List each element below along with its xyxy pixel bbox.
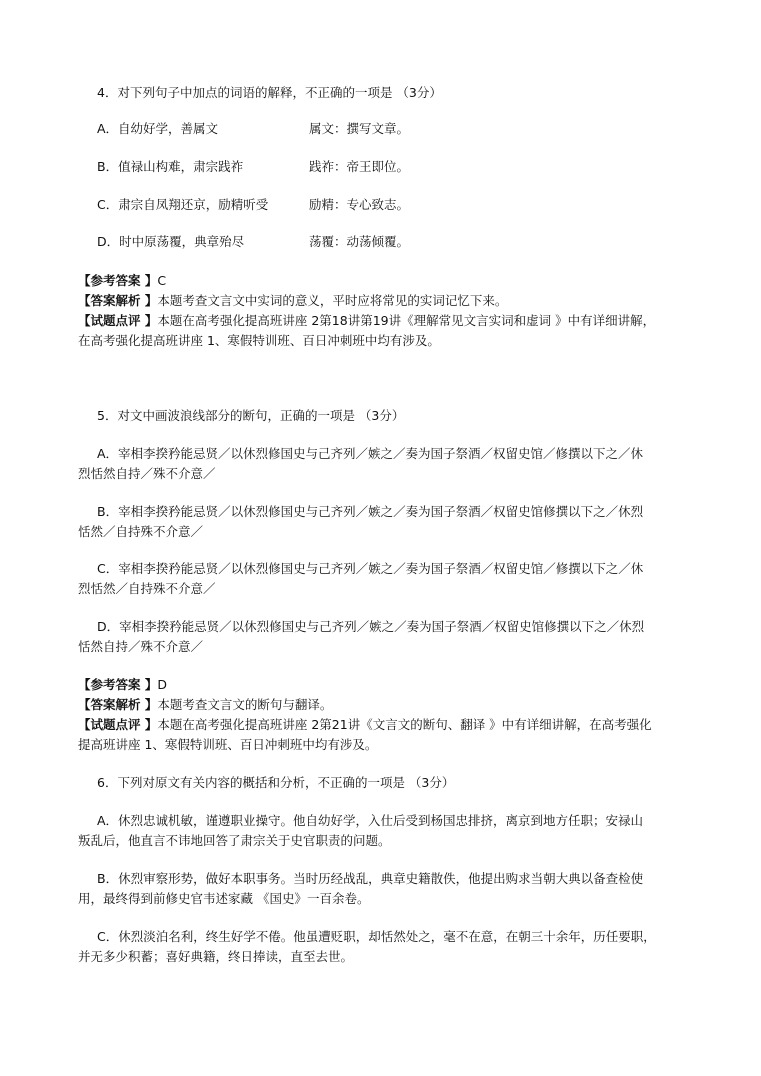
- q4-option-b-gloss: 践祚：帝王即位。: [309, 159, 410, 174]
- q4-analysis-label: 【答案解析 】: [78, 293, 158, 308]
- q5-option-d: D．宰相李揆矜能忌贤／以休烈修国史与己齐列／嫉之／奏为国子祭酒／权留史馆修撰以下之／休烈: [97, 619, 645, 634]
- q5-analysis-label: 【答案解析 】: [78, 697, 158, 712]
- q4-option-d-gloss: 荡覆：动荡倾覆。: [309, 234, 410, 249]
- q4-answer-value: C: [157, 273, 167, 288]
- q5-option-b-cont: 恬然／自持殊不介意／: [78, 524, 204, 539]
- q5-option-a-cont: 烈恬然自持／殊不介意／: [78, 466, 216, 481]
- q6-option-a-cont: 叛乱后，他直言不讳地回答了肃宗关于史官职责的问题。: [78, 833, 391, 848]
- q4-reference-answer: [78, 273, 166, 289]
- q5-option-c-cont: 烈恬然／自持殊不介意／: [78, 581, 216, 596]
- q5-analysis-text: 本题考查文言文的断句与翻译。: [157, 697, 333, 712]
- q4-analysis: [78, 293, 507, 309]
- q5-comment-line2: 提高班讲座 1、寒假特训班、百日冲刺班中均有涉及。: [78, 737, 378, 752]
- q5-stem: 5．对文中画波浪线部分的断句，正确的一项是 （3分）: [97, 408, 405, 423]
- q5-comment-text: 本题在高考强化提高班讲座 2第21讲《文言文的断句、翻译 》中有详细讲解，在高考强化: [157, 717, 652, 732]
- q6-option-c: C．休烈淡泊名利，终生好学不倦。他虽遭贬职，却恬然处之，毫不在意，在朝三十余年，历任要职，: [97, 929, 656, 944]
- q4-analysis-text: 本题考查文言文中实词的意义，平时应将常见的实词记忆下来。: [157, 293, 508, 308]
- q5-option-b: B．宰相李揆矜能忌贤／以休烈修国史与己齐列／嫉之／奏为国子祭酒／权留史馆修撰以下之／休烈: [97, 504, 644, 519]
- q4-comment-label: 【试题点评 】: [78, 313, 158, 328]
- q4-option-a: A．自幼好学，善属文: [97, 121, 219, 136]
- q5-reference-answer: [78, 677, 167, 693]
- q6-stem: 6．下列对原文有关内容的概括和分析，不正确的一项是 （3分）: [97, 775, 455, 790]
- q5-option-a: A．宰相李揆矜能忌贤／以休烈修国史与己齐列／嫉之／奏为国子祭酒／权留史馆／修撰以下之／休: [97, 446, 644, 461]
- q5-comment: [78, 717, 652, 733]
- q4-comment: [78, 313, 655, 329]
- q5-option-c: C．宰相李揆矜能忌贤／以休烈修国史与己齐列／嫉之／奏为国子祭酒／权留史馆／修撰以下之／休: [97, 561, 644, 576]
- q6-option-a: A．休烈忠诚机敏，谨遵职业操守。他自幼好学，入仕后受到杨国忠排挤，离京到地方任职；安禄山: [97, 813, 644, 828]
- q5-comment-label: 【试题点评 】: [78, 717, 158, 732]
- q4-comment-line2: 在高考强化提高班讲座 1、寒假特训班、百日冲刺班中均有涉及。: [78, 333, 440, 348]
- q4-comment-text: 本题在高考强化提高班讲座 2第18讲第19讲《理解常见文言实词和虚词 》中有详细讲解，: [157, 313, 656, 328]
- q4-option-d: D．时中原荡覆，典章殆尽: [97, 234, 245, 249]
- q5-option-d-cont: 恬然自持／殊不介意／: [78, 639, 204, 654]
- q6-option-b-cont: 用，最终得到前修史官韦述家藏 《国史》一百余卷。: [78, 891, 370, 906]
- q5-analysis: [78, 697, 332, 713]
- q4-answer-label: 【参考答案 】: [78, 273, 158, 288]
- q6-option-c-cont: 并无多少积蓄；喜好典籍，终日捧读，直至去世。: [78, 949, 354, 964]
- q4-stem: 4．对下列句子中加点的词语的解释，不正确的一项是 （3分）: [97, 85, 442, 100]
- q6-option-b: B．休烈审察形势，做好本职事务。当时历经战乱，典章史籍散佚，他提出购求当朝大典以备查检使: [97, 871, 644, 886]
- q4-option-c-gloss: 励精：专心致志。: [309, 197, 410, 212]
- q5-answer-value: D: [157, 677, 167, 692]
- q4-option-c: C．肃宗自凤翔还京，励精听受: [97, 197, 269, 212]
- q4-option-a-gloss: 属文：撰写文章。: [309, 121, 410, 136]
- q4-option-b: B．值禄山构难，肃宗践祚: [97, 159, 244, 174]
- q5-answer-label: 【参考答案 】: [78, 677, 158, 692]
